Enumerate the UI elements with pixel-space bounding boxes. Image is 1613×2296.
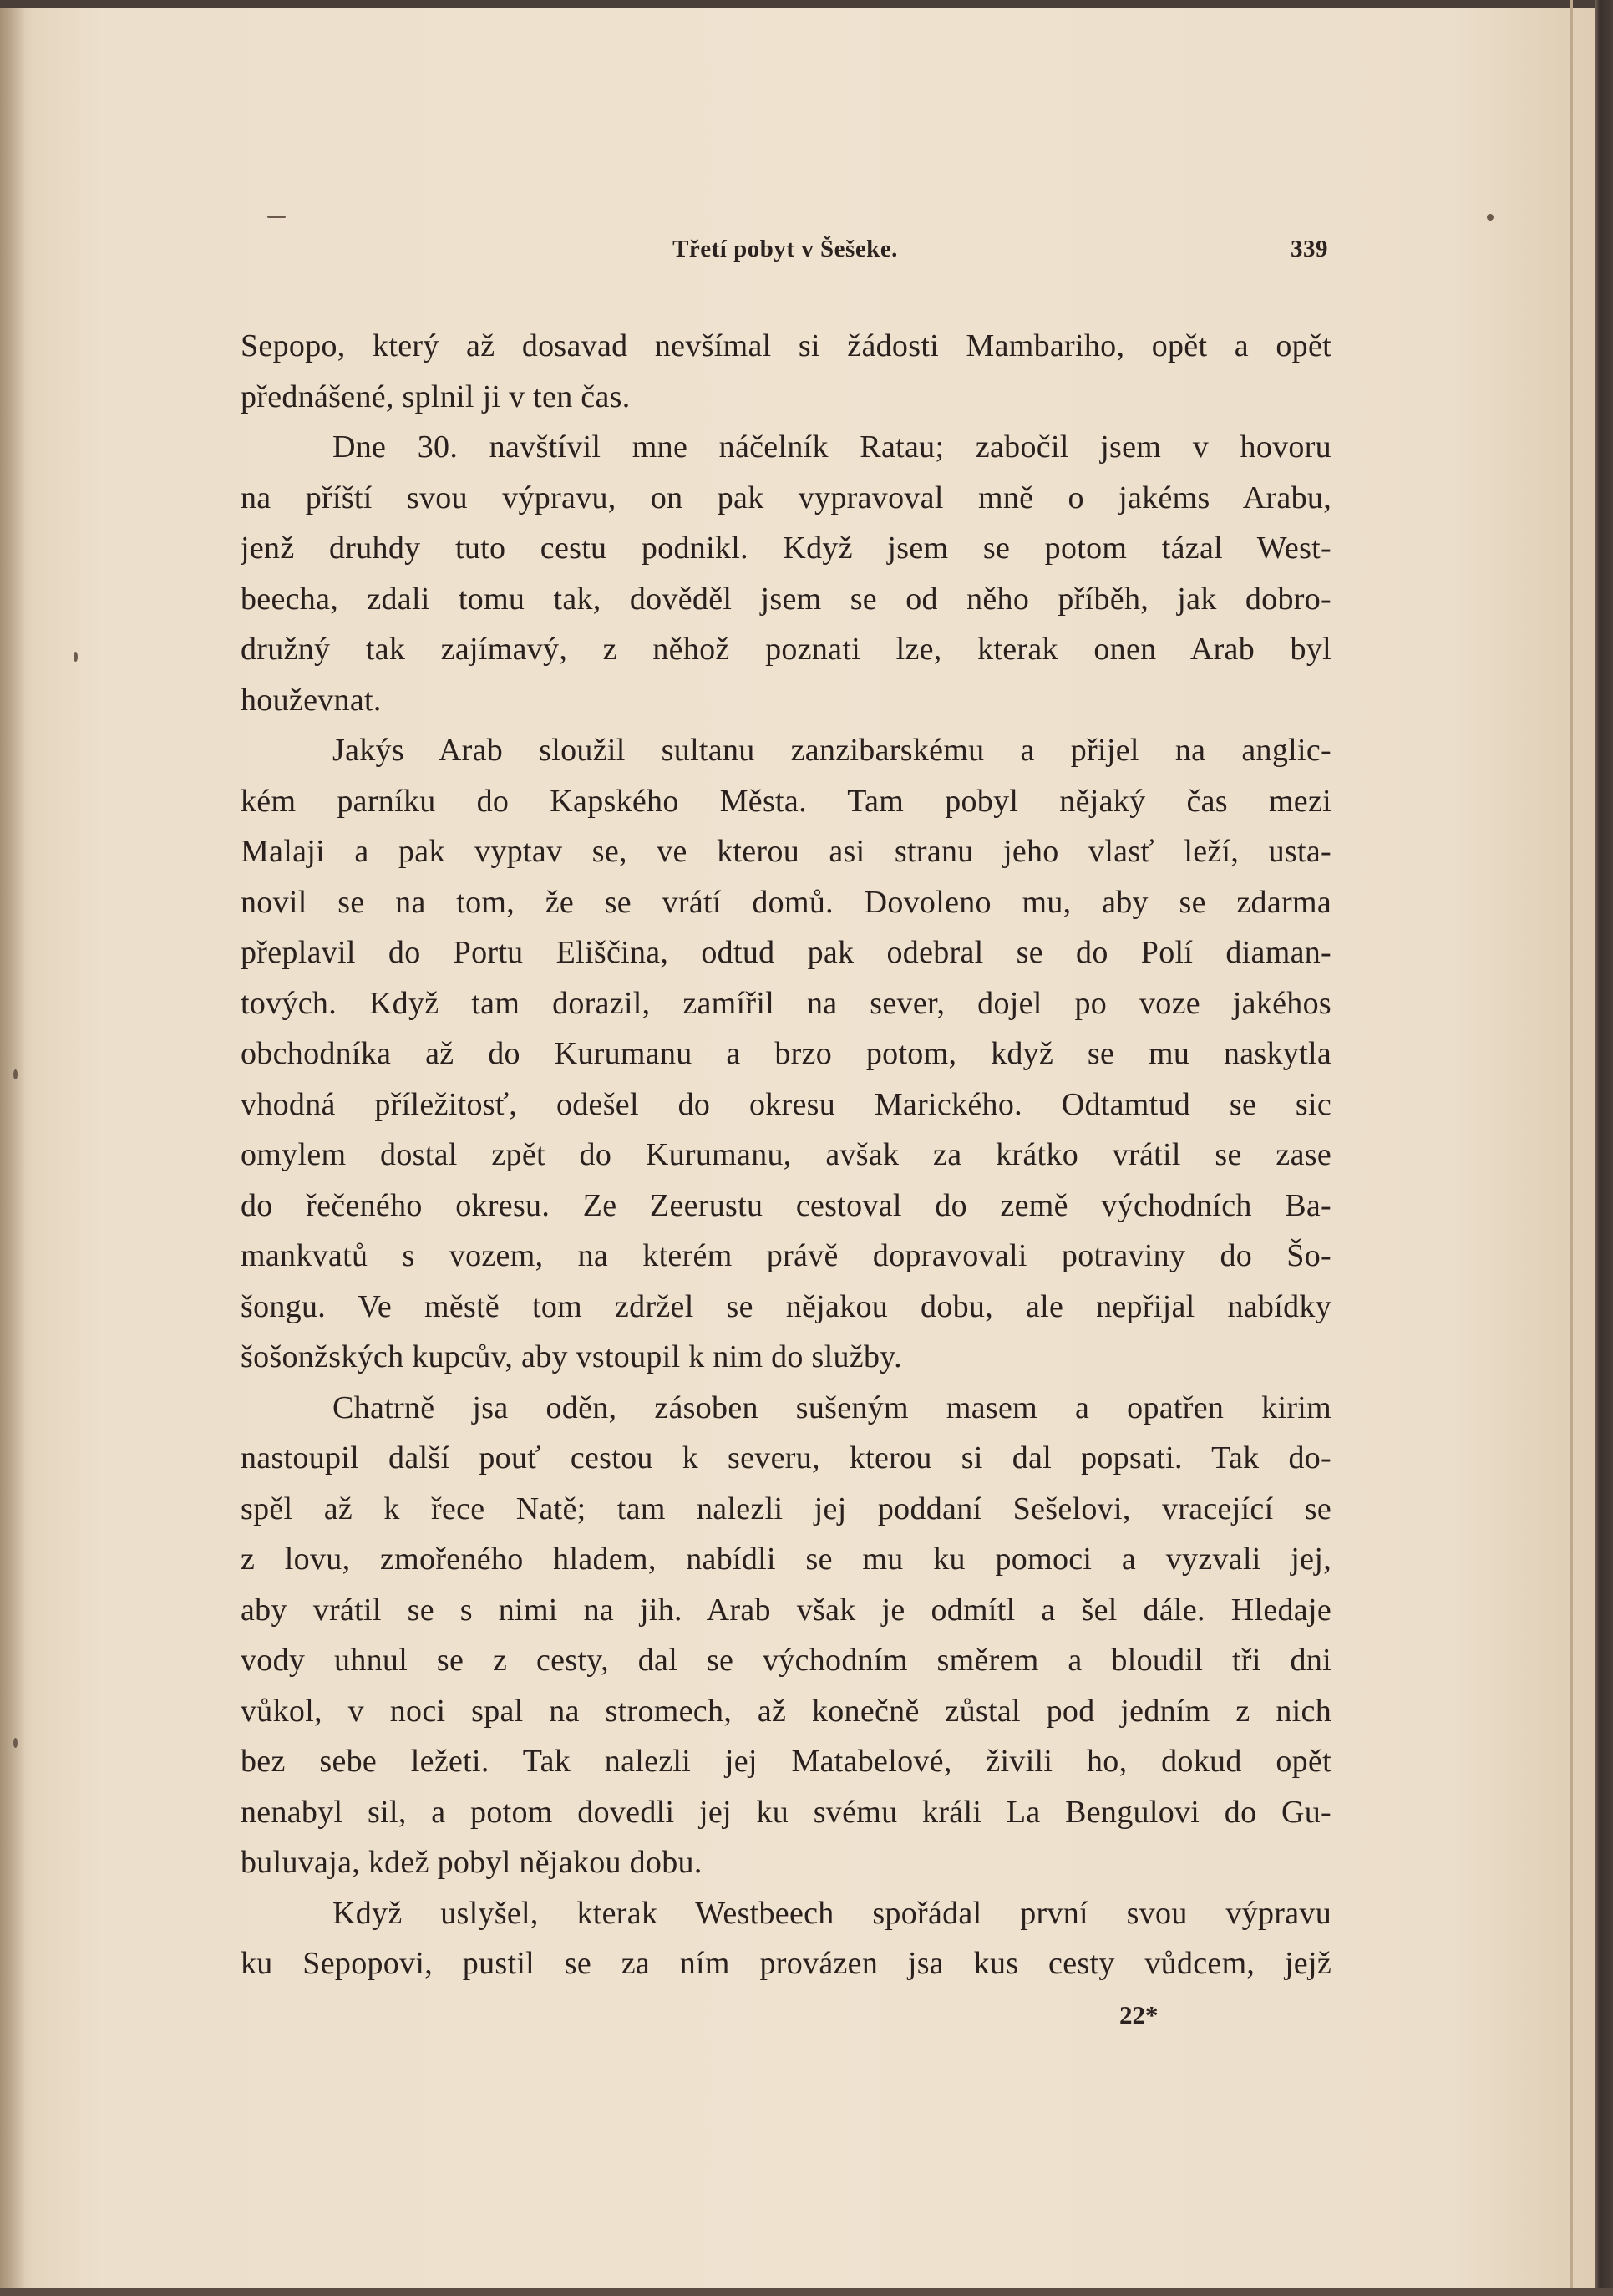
text-line: vhodná příležitosť, odešel do okresu Marického. Odtamtud se sic [241, 1086, 1331, 1122]
text-line: spěl až k řece Natě; tam nalezli jej poddaní Sešelovi, vracející se [241, 1491, 1331, 1526]
text-line: bez sebe ležeti. Tak nalezli jej Matabelové, živili ho, dokud opět [241, 1744, 1331, 1779]
text-line: houževnat. [241, 682, 382, 718]
text-line: obchodníka až do Kurumanu a brzo potom, když se mu naskytla [241, 1036, 1331, 1071]
running-head [242, 236, 1328, 269]
text-line: vůkol, v noci spal na stromech, až konečně zůstal pod jedním z nich [241, 1693, 1331, 1729]
text-line: do řečeného okresu. Ze Zeerustu cestoval do země východních Ba- [241, 1187, 1331, 1223]
text-line: družný tak zajímavý, z něhož poznati lze, kterak onen Arab byl [241, 632, 1331, 667]
text-line: šošonžských kupcův, aby vstoupil k nim do služby. [241, 1339, 902, 1374]
text-line: tových. Když tam dorazil, zamířil na sever, dojel po voze jakéhos [241, 985, 1331, 1021]
text-line: přeplavil do Portu Eliščina, odtud pak odebral se do Polí diaman- [241, 935, 1331, 970]
running-title: Třetí pobyt v Šešeke. [672, 236, 898, 262]
text-line: aby vrátil se s nimi na jih. Arab však je odmítl a šel dále. Hledaje [241, 1592, 1331, 1628]
text-line: na příští svou výpravu, on pak vypravoval mně o jakéms Arabu, [241, 480, 1331, 516]
paper-speck [267, 216, 286, 218]
text-line: z lovu, zmořeného hladem, nabídli se mu ku pomoci a vyzvali jej, [241, 1542, 1331, 1577]
text-line: vody uhnul se z cesty, dal se východním směrem a bloudil tři dni [241, 1643, 1331, 1678]
paper-speck [13, 1069, 18, 1079]
text-line: novil se na tom, že se vrátí domů. Dovoleno mu, aby se zdarma [241, 884, 1331, 920]
text-line: ku Sepopovi, pustil se za ním provázen jsa kus cesty vůdcem, jejž [241, 1946, 1331, 1981]
text-line: Dne 30. navštívil mne náčelník Ratau; zabočil jsem v hovoru [332, 429, 1331, 465]
paper-speck [1487, 214, 1494, 221]
page-edge-line [1570, 0, 1573, 2296]
text-line: šongu. Ve městě tom zdržel se nějakou dobu, ale nepřijal nabídky [241, 1288, 1331, 1324]
text-line: Malaji a pak vyptav se, ve kterou asi stranu jeho vlasť leží, usta- [241, 834, 1331, 869]
text-line: nenabyl sil, a potom dovedli jej ku svému králi La Bengulovi do Gu- [241, 1794, 1331, 1830]
paper-speck [74, 652, 78, 662]
text-line: omylem dostal zpět do Kurumanu, avšak za krátko vrátil se zase [241, 1137, 1331, 1172]
text-line: beecha, zdali tomu tak, dověděl jsem se od něho příběh, jak dobro- [241, 581, 1331, 617]
text-line: Jakýs Arab sloužil sultanu zanzibarskému a přijel na anglic- [332, 733, 1331, 768]
text-line: Sepopo, který až dosavad nevšímal si žádosti Mambariho, opět a opět [241, 328, 1331, 363]
text-line: jenž druhdy tuto cestu podnikl. Když jsem se potom tázal West- [241, 531, 1331, 566]
right-edge [1595, 0, 1613, 2296]
spine-shadow [0, 0, 25, 2296]
paper-speck [13, 1738, 18, 1748]
body-text [241, 321, 1331, 1989]
page-number: 339 [1291, 236, 1328, 262]
text-line: Když uslyšel, kterak Westbeech spořádal první svou výpravu [332, 1895, 1331, 1931]
text-line: buluvaja, kdež pobyl nějakou dobu. [241, 1845, 703, 1880]
top-edge [0, 0, 1613, 8]
text-line: kém parníku do Kapského Města. Tam pobyl nějaký čas mezi [241, 783, 1331, 819]
signature-mark: 22* [1119, 2000, 1159, 2029]
bottom-edge [0, 2288, 1613, 2296]
text-line: přednášené, splnil ji v ten čas. [241, 378, 631, 414]
text-line: mankvatů s vozem, na kterém právě dopravovali potraviny do Šo- [241, 1238, 1331, 1273]
text-line: nastoupil další pouť cestou k severu, kterou si dal popsati. Tak do- [241, 1440, 1331, 1476]
text-line: Chatrně jsa oděn, zásoben sušeným masem a opatřen kirim [332, 1389, 1331, 1425]
